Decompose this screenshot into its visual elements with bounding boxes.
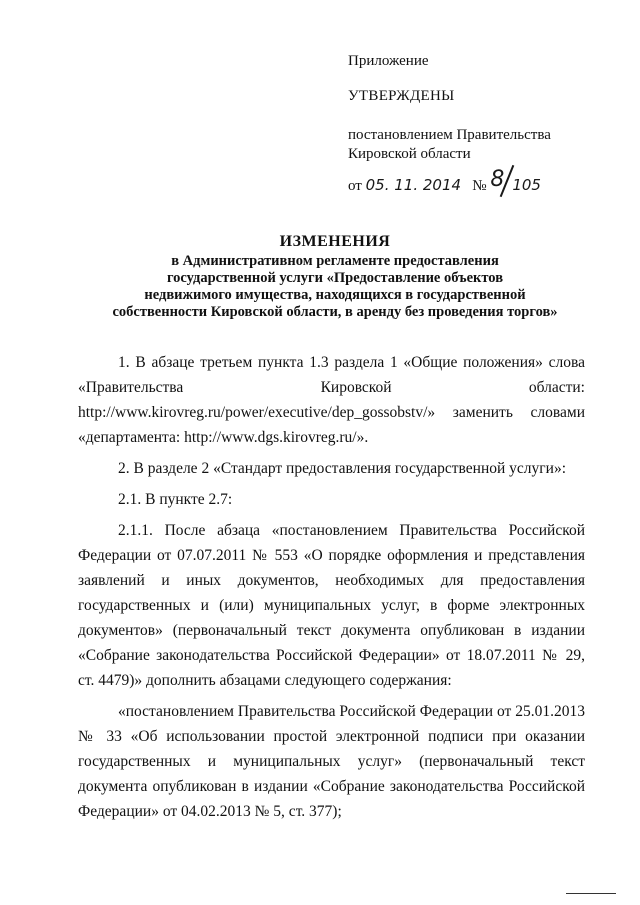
paragraph-5: «постановлением Правительства Российской Федерации от 25.01.2013 № 33 «Об использовании простой электронной подписи при оказании государственных и муниципальных услуг» (первоначальный текст документа опубликован в издании «Собрание законодательства Российской Федерации» от 04.02.2013 № 5, ст. 377); xyxy=(78,703,585,820)
decree-line: постановлением Правительства xyxy=(348,127,551,143)
paragraph-2: 2. В разделе 2 «Стандарт предоставления государственной услуги»: xyxy=(118,460,567,477)
date-prefix: от xyxy=(348,178,362,194)
title-line-3: недвижимого имущества, находящихся в государственной xyxy=(144,287,526,303)
approved-label: УТВЕРЖДЕНЫ xyxy=(348,88,455,104)
title-line-1: в Административном регламенте предоставления xyxy=(171,253,499,269)
region-line: Кировской области xyxy=(348,146,471,162)
date-number-line xyxy=(348,164,608,198)
title-line-2: государственной услуги «Предоставление объектов xyxy=(166,270,504,286)
appendix-label: Приложение xyxy=(348,53,429,69)
document-body xyxy=(78,350,585,830)
paragraph-1: 1. В абзаце третьем пункта 1.3 раздела 1 «Общие положения» слова «Правительства Кировской области: http://www.kirovreg.ru/power/executive/dep_gossobstv/» заменить словами «департамента: http://www.dgs.kirovreg.ru/». xyxy=(78,354,585,446)
page-title: ИЗМЕНЕНИЯ xyxy=(279,233,391,250)
footer-rule xyxy=(566,893,616,894)
paragraph-3: 2.1. В пункте 2.7: xyxy=(118,491,233,508)
changes-title-block xyxy=(100,233,570,321)
handwritten-date: 05. 11. 2014 xyxy=(365,176,462,194)
number-prefix: № xyxy=(472,178,487,194)
handwritten-number-b: 105 xyxy=(512,176,541,194)
handwritten-number-a: 8 xyxy=(490,167,505,192)
title-line-4: собственности Кировской области, в аренду без проведения торгов» xyxy=(112,304,558,320)
approval-block xyxy=(348,52,608,198)
paragraph-4: 2.1.1. После абзаца «постановлением Правительства Российской Федерации от 07.07.2011 № 553 «О порядке оформления и представления заявлений и иных документов, необходимых для предоставления государственных и (или) муниципальных услуг, в форме электронных документов» (первоначальный текст документа опубликован в издании «Собрание законодательства Российской Федерации» от 18.07.2011 № 29, ст. 4479)» дополнить абзацами следующего содержания: xyxy=(78,522,585,689)
